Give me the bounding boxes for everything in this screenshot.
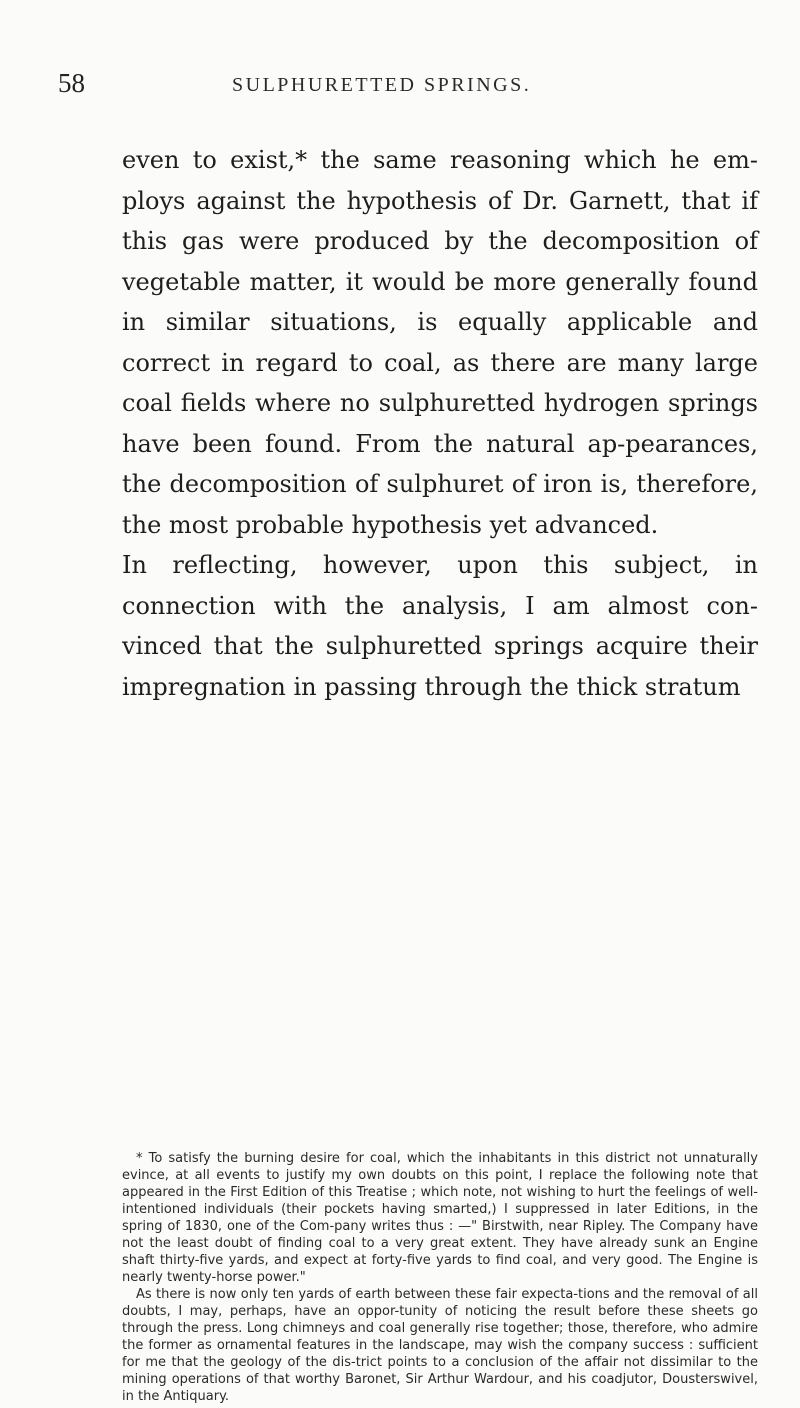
page-number: 58 bbox=[58, 68, 85, 98]
running-head bbox=[58, 68, 800, 108]
footnote-paragraph: As there is now only ten yards of earth between these fair expecta-tions and the removal of all doubts, I may, perhaps, have an oppor-tunity of noticing the result before these sheets go through the press. Long chimneys and coal generally rise together; those, therefore, who admire the former as ornamental features in the landscape, may wish the company success : sufficient for me that the geology of the dis-trict points to a conclusion of the affair not dissimilar to the mining operations of that worthy Baronet, Sir Arthur Wardour, and his coadjutor, Dousterswivel, in the Antiquary. bbox=[122, 1287, 758, 1404]
footnote bbox=[122, 1150, 758, 1405]
running-title: SULPHURETTED SPRINGS. bbox=[232, 74, 532, 96]
body-paragraph: In reflecting, however, upon this subject, in connection with the analysis, I am almost con-vinced that the sulphuretted springs acquire their impregnation in passing through the thick stratum bbox=[122, 551, 758, 701]
body-paragraph: even to exist,* the same reasoning which he em-ploys against the hypothesis of Dr. Garnett, that if this gas were produced by the decomposition of vegetable matter, it would be more generally found in similar situations, is equally applicable and correct in regard to coal, as there are many large coal fields where no sulphuretted hydrogen springs have been found. From the natural ap-pearances, the decomposition of sulphuret of iron is, therefore, the most probable hypothesis yet advanced. bbox=[122, 146, 758, 539]
footnote-paragraph: * To satisfy the burning desire for coal, which the inhabitants in this district not unnaturally evince, at all events to justify my own doubts on this point, I replace the following note that appeared in the First Edition of this Treatise ; which note, not wishing to hurt the feelings of well-intentioned individuals (their pockets having smarted,) I suppressed in later Editions, in the spring of 1830, one of the Com-pany writes thus : —" Birstwith, near Ripley. The Company have not the least doubt of finding coal to a very great extent. They have already sunk an Engine shaft thirty-five yards, and expect at forty-five yards to find coal, and very good. The Engine is nearly twenty-horse power." bbox=[122, 1151, 758, 1285]
main-text bbox=[122, 140, 758, 707]
